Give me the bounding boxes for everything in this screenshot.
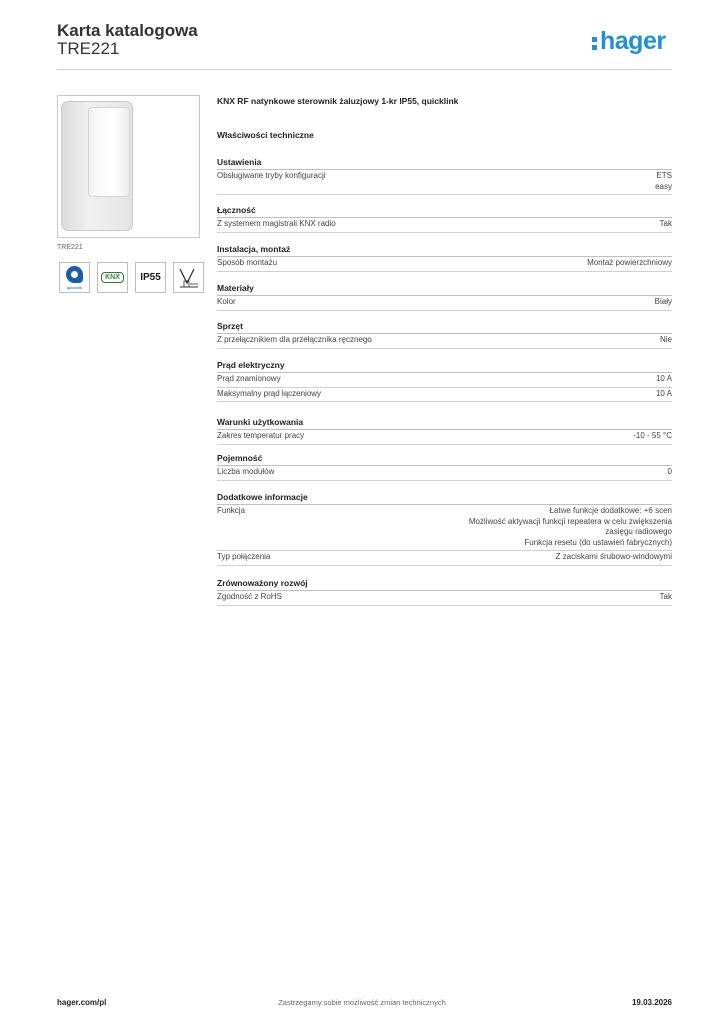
section-title: Pojemność bbox=[217, 453, 263, 463]
photo-caption: TRE221 bbox=[57, 244, 83, 251]
footer-date: 19.03.2026 bbox=[631, 998, 672, 1007]
spec-value-line: Nie bbox=[659, 335, 672, 344]
spec-section bbox=[217, 320, 672, 349]
spec-value bbox=[660, 219, 672, 230]
spec-value-line: Funkcja resetu (do ustawień fabrycznych) bbox=[524, 537, 672, 547]
spec-row bbox=[217, 296, 672, 311]
spec-value bbox=[556, 552, 672, 563]
section-title: Ustawienia bbox=[217, 157, 262, 167]
spec-value-line: Montaż powierzchniowy bbox=[587, 258, 672, 267]
spec-section bbox=[217, 282, 672, 311]
spec-value-line: zasięgu radiowego bbox=[605, 527, 672, 536]
spec-row bbox=[217, 373, 672, 388]
spec-value-line: 0 bbox=[667, 467, 672, 476]
section-title: Łączność bbox=[217, 205, 256, 215]
section-title: Warunki użytkowania bbox=[217, 417, 304, 427]
hager-logo bbox=[592, 28, 674, 58]
spec-label: Liczba modułów bbox=[217, 467, 275, 476]
spec-section bbox=[217, 204, 672, 233]
spec-row bbox=[217, 505, 672, 551]
spec-label: Z przełącznikiem dla przełącznika ręcznego bbox=[217, 335, 372, 344]
surface-mount-icon bbox=[173, 262, 204, 293]
spec-row bbox=[217, 591, 672, 606]
document-title: Karta katalogowa bbox=[57, 21, 198, 40]
spec-value bbox=[656, 374, 672, 385]
spec-value bbox=[469, 506, 672, 548]
spec-value-line: ETS bbox=[656, 171, 672, 180]
spec-section bbox=[217, 491, 672, 566]
spec-section bbox=[217, 416, 672, 445]
spec-section bbox=[217, 359, 672, 402]
footer-url: hager.com/pl bbox=[57, 998, 107, 1007]
section-title: Instalacja, montaż bbox=[217, 244, 291, 254]
spec-label: Maksymalny prąd łączeniowy bbox=[217, 388, 322, 398]
section-title: Materiały bbox=[217, 283, 254, 293]
spec-value bbox=[655, 297, 672, 308]
spec-value bbox=[633, 431, 672, 442]
spec-value bbox=[660, 592, 672, 603]
spec-value-line: 10 A bbox=[655, 388, 672, 398]
spec-label: Zakres temperatur pracy bbox=[217, 431, 305, 440]
spec-value bbox=[587, 258, 672, 269]
spec-row bbox=[217, 551, 672, 566]
spec-value-line: Łatwe funkcje dodatkowe: +6 scen bbox=[549, 506, 672, 515]
spec-row bbox=[217, 334, 672, 349]
section-title: Dodatkowe informacje bbox=[217, 492, 308, 502]
spec-value-line: Tak bbox=[659, 592, 672, 601]
spec-value-line: easy bbox=[655, 181, 672, 191]
spec-value-line: 10 A bbox=[655, 374, 672, 383]
product-photo bbox=[57, 95, 200, 238]
section-title: Prąd elektryczny bbox=[217, 360, 285, 370]
footer-notice: Zastrzegamy sobie możliwość zmian technicznych bbox=[278, 998, 446, 1007]
spec-label: Z systemem magistrali KNX radio bbox=[217, 219, 336, 228]
product-code: TRE221 bbox=[57, 39, 120, 58]
ip55-icon: IP55 bbox=[135, 262, 166, 293]
spec-value bbox=[668, 467, 672, 478]
knx-icon: KNX bbox=[97, 262, 128, 293]
spec-row bbox=[217, 466, 672, 481]
spec-label: Funkcja bbox=[217, 506, 246, 515]
spec-label: Obsługiwane tryby konfiguracji bbox=[217, 171, 326, 180]
product-title: KNX RF natynkowe sterownik żaluzjowy 1-kr IP55, quicklink bbox=[217, 96, 459, 106]
brand-name: hager bbox=[600, 27, 666, 55]
section-title: Zrównoważony rozwój bbox=[217, 578, 308, 588]
spec-value-line: Tak bbox=[659, 219, 672, 228]
spec-section bbox=[217, 243, 672, 272]
spec-value bbox=[655, 171, 672, 192]
spec-label: Sposób montażu bbox=[217, 258, 278, 267]
spec-section bbox=[217, 156, 672, 195]
spec-value-line: Z zaciskami śrubowo-windowymi bbox=[555, 552, 672, 561]
spec-label: Kolor bbox=[217, 297, 236, 306]
spec-row bbox=[217, 388, 672, 403]
spec-label: Typ połączenia bbox=[217, 552, 271, 561]
spec-value-line: -10 - 55 °C bbox=[633, 431, 672, 440]
spec-row bbox=[217, 170, 672, 195]
spec-value bbox=[656, 389, 672, 400]
spec-value-line: Biały bbox=[654, 297, 672, 306]
spec-section bbox=[217, 577, 672, 606]
device-image bbox=[61, 101, 135, 232]
spec-row bbox=[217, 430, 672, 445]
feature-icons bbox=[57, 262, 202, 294]
technical-properties-heading: Właściwości techniczne bbox=[217, 130, 314, 140]
spec-label: Prąd znamionowy bbox=[217, 374, 281, 383]
spec-label: Zgodność z RoHS bbox=[217, 592, 282, 601]
spec-section bbox=[217, 452, 672, 481]
section-title: Sprzęt bbox=[217, 321, 243, 331]
spec-value bbox=[660, 335, 672, 346]
spec-row bbox=[217, 257, 672, 272]
quicklink-icon: quicklink bbox=[59, 262, 90, 293]
spec-row bbox=[217, 218, 672, 233]
spec-value-line: Możliwość aktywacji funkcji repeatera w celu zwiększenia bbox=[468, 516, 672, 526]
header-divider bbox=[57, 69, 672, 70]
